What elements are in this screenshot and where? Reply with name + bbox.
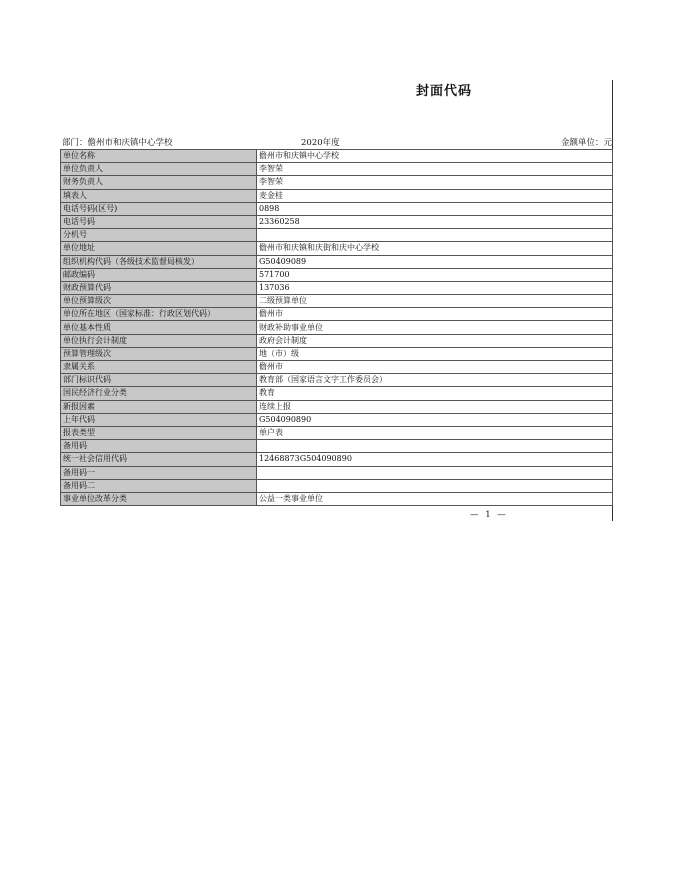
row-value: 李智荣 xyxy=(257,176,613,189)
row-value: 23360258 xyxy=(257,215,613,228)
row-value: 单户表 xyxy=(257,426,613,439)
table-row xyxy=(61,176,613,189)
row-value: G504090890 xyxy=(257,413,613,426)
table-row xyxy=(61,387,613,400)
table-row xyxy=(61,453,613,466)
report-meta-row xyxy=(60,137,613,149)
row-label: 上年代码 xyxy=(61,413,257,426)
row-label: 分机号 xyxy=(61,229,257,242)
row-label: 组织机构代码（各级技术监督局核发） xyxy=(61,255,257,268)
fiscal-year-label: 2020年度 xyxy=(301,138,340,148)
table-row xyxy=(61,413,613,426)
cover-code-table xyxy=(60,149,613,506)
row-label: 国民经济行业分类 xyxy=(61,387,257,400)
row-label: 电话号码 xyxy=(61,215,257,228)
row-value: 财政补助事业单位 xyxy=(257,321,613,334)
row-label: 单位所在地区（国家标准：行政区划代码） xyxy=(61,308,257,321)
table-row xyxy=(61,150,613,163)
row-label: 单位执行会计制度 xyxy=(61,334,257,347)
table-row xyxy=(61,466,613,479)
row-label: 单位名称 xyxy=(61,150,257,163)
row-label: 电话号码(区号) xyxy=(61,202,257,215)
row-label: 新报因素 xyxy=(61,400,257,413)
row-value xyxy=(257,440,613,453)
table-row xyxy=(61,321,613,334)
row-value: G50409089 xyxy=(257,255,613,268)
row-value: 儋州市和庆镇和庆街和庆中心学校 xyxy=(257,242,613,255)
row-value: 0898 xyxy=(257,202,613,215)
row-value: 571700 xyxy=(257,268,613,281)
row-label: 隶属关系 xyxy=(61,361,257,374)
row-value xyxy=(257,479,613,492)
row-value: 李智荣 xyxy=(257,163,613,176)
row-label: 单位地址 xyxy=(61,242,257,255)
row-value: 政府会计制度 xyxy=(257,334,613,347)
table-row xyxy=(61,202,613,215)
table-row xyxy=(61,242,613,255)
row-value: 儋州市和庆镇中心学校 xyxy=(257,150,613,163)
table-row xyxy=(61,268,613,281)
table-row xyxy=(61,295,613,308)
row-label: 邮政编码 xyxy=(61,268,257,281)
row-label: 单位预算级次 xyxy=(61,295,257,308)
row-label: 财政预算代码 xyxy=(61,281,257,294)
row-label: 事业单位改革分类 xyxy=(61,492,257,505)
row-value: 教育部（国家语言文字工作委员会） xyxy=(257,374,613,387)
table-row xyxy=(61,347,613,360)
page-title: 封面代码 xyxy=(416,84,473,99)
table-row xyxy=(61,492,613,505)
row-value: 二级预算单位 xyxy=(257,295,613,308)
table-row xyxy=(61,281,613,294)
row-label: 统一社会信用代码 xyxy=(61,453,257,466)
page-number: — 1 — xyxy=(470,510,508,520)
currency-unit-label: 金额单位：元 xyxy=(560,138,612,148)
row-label: 单位基本性质 xyxy=(61,321,257,334)
row-label: 填表人 xyxy=(61,189,257,202)
row-value xyxy=(257,466,613,479)
table-row xyxy=(61,255,613,268)
row-value: 儋州市 xyxy=(257,308,613,321)
row-value xyxy=(257,229,613,242)
row-value: 137036 xyxy=(257,281,613,294)
table-row xyxy=(61,361,613,374)
row-label: 报表类型 xyxy=(61,426,257,439)
table-row xyxy=(61,400,613,413)
row-label: 财务负责人 xyxy=(61,176,257,189)
table-row xyxy=(61,374,613,387)
table-row xyxy=(61,440,613,453)
table-row xyxy=(61,229,613,242)
table-row xyxy=(61,215,613,228)
row-label: 备用码二 xyxy=(61,479,257,492)
row-label: 备用码 xyxy=(61,440,257,453)
row-value: 教育 xyxy=(257,387,613,400)
row-label: 预算管理级次 xyxy=(61,347,257,360)
row-value: 麦金桂 xyxy=(257,189,613,202)
table-row xyxy=(61,426,613,439)
row-value: 12468873G504090890 xyxy=(257,453,613,466)
row-label: 部门标识代码 xyxy=(61,374,257,387)
row-value: 连续上报 xyxy=(257,400,613,413)
row-value: 地（市）级 xyxy=(257,347,613,360)
table-row xyxy=(61,479,613,492)
table-row xyxy=(61,334,613,347)
row-value: 公益一类事业单位 xyxy=(257,492,613,505)
row-label: 备用码一 xyxy=(61,466,257,479)
row-value: 儋州市 xyxy=(257,361,613,374)
table-row xyxy=(61,189,613,202)
table-row xyxy=(61,308,613,321)
department-label: 部门：儋州市和庆镇中心学校 xyxy=(62,138,173,148)
table-row xyxy=(61,163,613,176)
row-label: 单位负责人 xyxy=(61,163,257,176)
